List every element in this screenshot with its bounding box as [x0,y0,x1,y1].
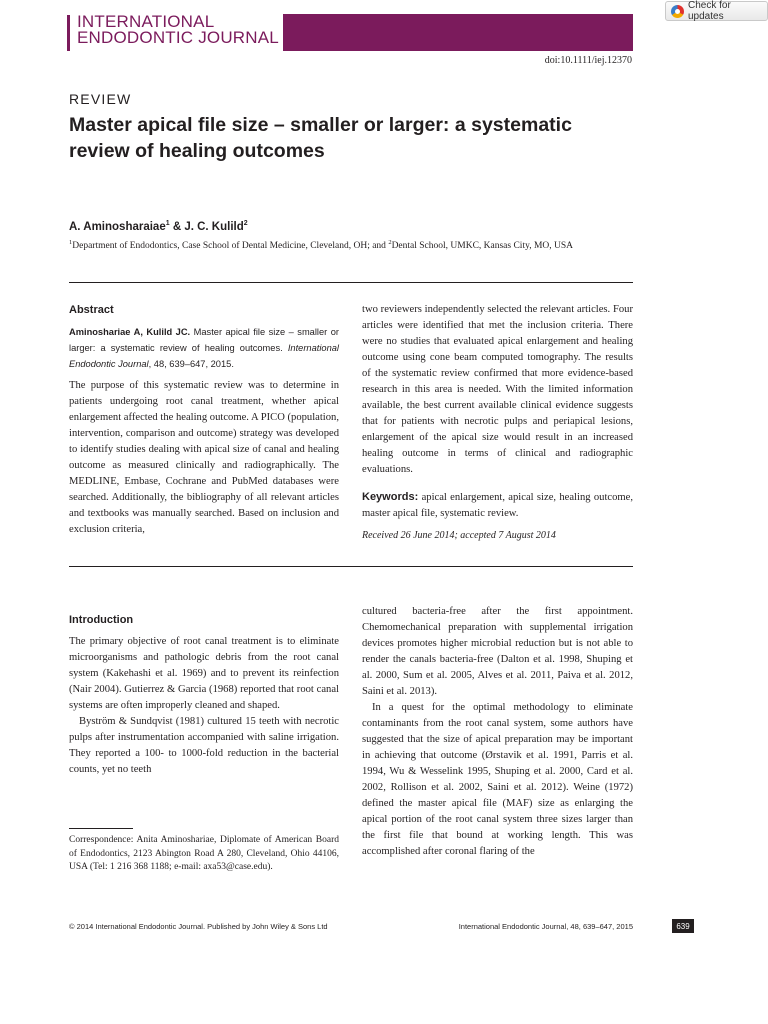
intro-paragraph-1: The primary objective of root canal treatment is to eliminate microorganisms and pathologic debris from the root canal system (Kakehashi et al. 1969) and to prevent its reinfection (Nair 2004). Gutierrez & Garcia (1968) reported that root canal systems are often improperly cleaned and shaped. [69,636,339,711]
abstract-citation [69,324,339,372]
affiliations [69,236,629,253]
keywords-label: Keywords: [362,491,419,503]
author-2: J. C. Kulild [184,220,244,233]
crossmark-icon [671,5,684,18]
abstract-body-right: two reviewers independently selected the relevant articles. Four articles were identified that met the inclusion criteria. There were no studies that evaluated apical enlargement and healing outcome using cone beam computed tomography. The results of the systematic review confirmed that more evidence-based research in this area is needed. With the limited information available, the best current available clinical evidence suggests that for patients with necrotic pulps and periapical lesions, enlargement of the apical size would result in an increased healing outcome in terms of clinical and radiographic evaluations. [362,304,633,475]
citation-title: Master apical file size – smaller or larger: a systematic review of healing outcomes. [69,327,339,353]
footnote-rule [69,828,133,829]
journal-masthead [67,14,633,51]
citation-journal: International Endodontic Journal [69,343,339,369]
journal-name [77,14,279,46]
intro-right-column [362,604,633,860]
intro-right-paragraph-2: In a quest for the optimal methodology to eliminate contaminants from the root canal system, some authors have suggested that the size of apical preparation may be important in achieving that outcome (Ørstavik et al. 1991, Parris et al. 1994, Wu & Wesselink 1995, Shuping et al. 2000, Card et al. 2002, Rollison et al. 2002, Saini et al. 2012). Weine (1972) defined the master apical file (MAF) size as enlarging the apical portion of the root canal system three sizes larger than the first file that bound at working length. This was accomplished after coronal flaring of the [362,702,633,857]
abstract-bottom-rule [69,566,633,567]
affil-marker-2: 2 [388,239,392,246]
journal-name-line1: INTERNATIONAL [77,12,215,31]
masthead-color-block [283,14,633,51]
citation-volume-pages: , 48, 639–647, 2015. [148,359,234,369]
author-2-affil-marker: 2 [243,220,248,227]
author-list [69,220,248,233]
check-updates-label: Check for updates [688,0,731,22]
abstract-left-column [69,302,339,538]
copyright-line: © 2014 International Endodontic Journal. Published by John Wiley & Sons Ltd [69,922,328,931]
journal-name-line2: ENDODONTIC JOURNAL [77,28,279,47]
masthead-rule [67,15,70,51]
affil-marker-1: 1 [69,239,73,246]
abstract-body-left: The purpose of this systematic review was to determine in patients undergoing root canal treatment, whether apical enlargement affected the healing outcome. A PICO (population, intervention, comparison and outcome) strategy was developed to identify studies dealing with apical size of canal and healing outcome as measured clinically and radiographically. The MEDLINE, Embase, Cochrane and PubMed databases were searched. Additionally, the bibliography of all relevant articles and textbooks was manually searched. Based on inclusion and exclusion criteria, [69,380,339,535]
citation-authors: Aminoshariae A, Kulild JC. [69,327,191,337]
intro-paragraph-2: Byström & Sundqvist (1981) cultured 15 teeth with necrotic pulps after instrumentation accompanied with saline irrigation. They reported a 100- to 1000-fold reduction in the bacterial counts, yet no teeth [69,716,339,775]
affiliation-1: Department of Endodontics, Case School of Dental Medicine, Cleveland, OH; and [72,241,389,252]
intro-right-paragraph-1: cultured bacteria-free after the first appointment. Chemomechanical preparation with supplemental irrigation devices promotes higher microbial reduction but is not able to render the canals bacteria-free (Dalton et al. 1998, Shuping et al. 2000, Sum et al. 2005, Alves et al. 2011, Paiva et al. 2012, Saini et al. 2013). [362,606,633,697]
author-separator: & [169,220,185,233]
article-title: Master apical file size – smaller or larger: a systematic review of healing outcomes [69,114,572,162]
doi[interactable]: doi:10.1111/iej.12370 [544,55,632,66]
keywords [362,489,633,522]
abstract-top-rule [69,282,633,283]
intro-heading: Introduction [69,614,134,626]
abstract-right-column [362,302,633,544]
page-number: 639 [672,919,694,933]
abstract-heading: Abstract [69,304,114,316]
journal-reference: International Endodontic Journal, 48, 639–647, 2015 [458,922,633,931]
affiliation-2: Dental School, UMKC, Kansas City, MO, USA [391,241,574,252]
keywords-list: apical enlargement, apical size, healing outcome, master apical file, systematic review. [362,492,633,519]
section-label: REVIEW [69,91,132,107]
received-dates: Received 26 June 2014; accepted 7 August 2014 [362,530,556,541]
author-1-affil-marker: 1 [165,220,170,227]
author-1: A. Aminosharaiae [69,220,166,233]
correspondence-note: Correspondence: Anita Aminoshariae, Diplomate of American Board of Endodontics, 2123 Abington Road A 280, Cleveland, Ohio 44106, USA (Tel: 1 216 368 1188; e-mail: axa53@case.edu). [69,835,339,872]
check-updates-button[interactable] [665,1,768,21]
intro-left-column [69,612,339,778]
